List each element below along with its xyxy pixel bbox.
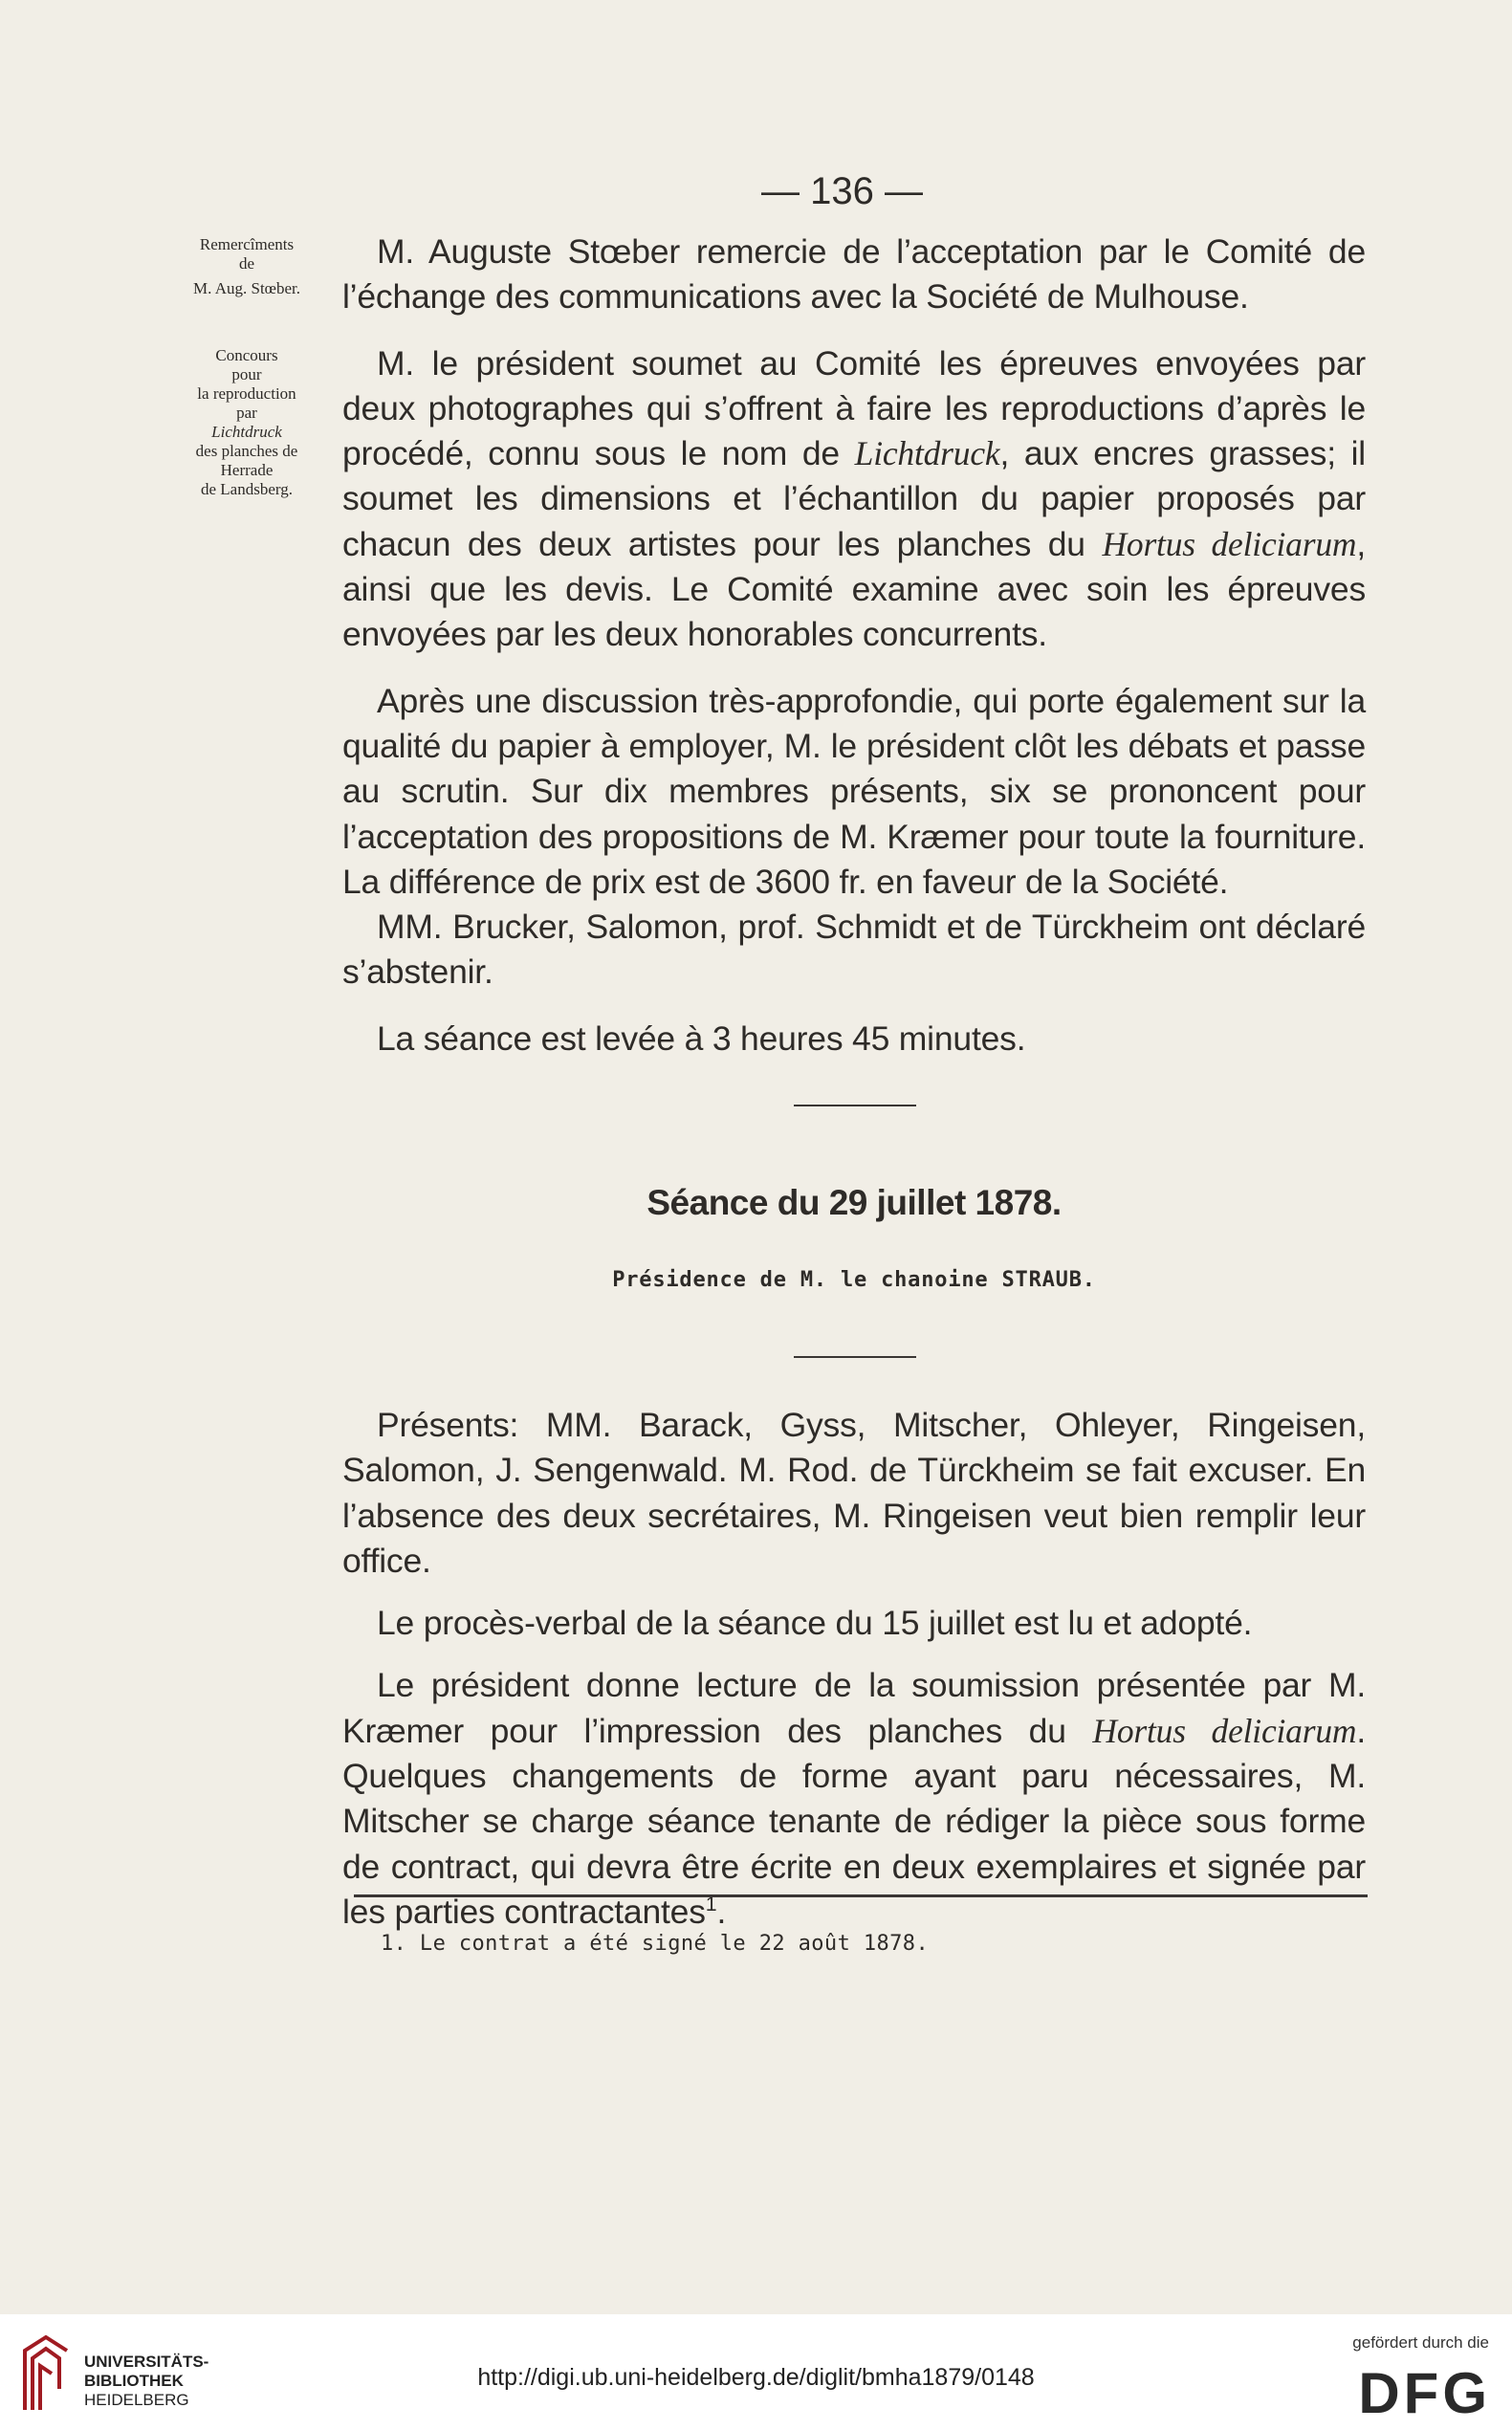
margin-note-line: pour — [231, 365, 262, 383]
paragraph-abstain: MM. Brucker, Salomon, prof. Schmidt et de Türckheim ont déclaré s’abstenir. — [342, 908, 1366, 992]
paragraph-minutes: Le procès-verbal de la séance du 15 juillet est lu et adopté. — [377, 1604, 1253, 1643]
library-name-line: UNIVERSITÄTS- — [84, 2353, 209, 2371]
footnote-marker: 1 — [705, 1893, 717, 1916]
permalink-url[interactable]: http://digi.ub.uni-heidelberg.de/diglit/bmha1879/0148 — [477, 2364, 1035, 2391]
footnote-rule — [354, 1894, 1368, 1897]
margin-note-line: par — [236, 404, 257, 422]
body-upper — [342, 230, 1366, 1062]
separator-rule — [794, 1105, 916, 1106]
margin-note-italic: Lichtdruck — [211, 423, 282, 441]
margin-note-line: de — [238, 254, 255, 273]
library-name-line: BIBLIOTHEK — [84, 2372, 184, 2390]
italic-lichtdruck: Lichtdruck — [854, 434, 1000, 473]
margin-note-line: la reproduction — [197, 384, 296, 403]
paragraph-president-submits — [342, 341, 1366, 658]
separator-rule — [794, 1356, 916, 1358]
paragraph-discussion: Après une discussion très-approfondie, qui porte également sur la qualité du papier à employer, M. le président clôt les débats et passe au scrutin. Sur dix membres présents, six se prononcent pour l’acceptation des propositions de M. Kræmer pour toute la fourniture. La différence de prix est de 3600 fr. en faveur de la Société. — [342, 681, 1366, 901]
margin-note-line: de Landsberg. — [201, 480, 293, 498]
paragraph-stoeber: M. Auguste Stœber remercie de l’acceptation par le Comité de l’échange des communications avec la Société de Mulhouse. — [342, 232, 1366, 317]
text-run: . — [716, 1892, 727, 1931]
margin-note-line: des planches de — [195, 442, 298, 460]
footnote: 1. Le contrat a été signé le 22 août 1878. — [381, 1932, 930, 1956]
text-run: , aux encres grasses; il soumet les dimensions et l’échantillon du papier proposés par chacun des deux artistes pour les planches du — [342, 434, 1366, 563]
text-run: M. le président soumet au Comité les épreuves envoyées par deux photographes qui s’offrent à faire les reproductions d’après le procédé, connu sous le nom de — [342, 343, 1366, 473]
footer-bar — [0, 2314, 1512, 2430]
session-presidency: Présidence de M. le chanoine STRAUB. — [612, 1268, 1096, 1292]
text-run: . Quelques changements de forme ayant paru nécessaires, M. Mitscher se charge séance tenante de rédiger la pièce sous forme de contract, qui devra être écrite en deux exemplaires et signée par les parties contractantes — [342, 1711, 1366, 1931]
body-lower — [342, 1403, 1366, 1935]
margin-note-line: Remercîments — [199, 235, 295, 253]
dfg-logo: DFG — [1358, 2361, 1491, 2425]
page-number: — 136 — — [761, 170, 923, 212]
italic-hortus: Hortus deliciarum — [1092, 1711, 1357, 1750]
italic-hortus: Hortus deliciarum — [1102, 524, 1357, 563]
paragraph-adjourned: La séance est levée à 3 heures 45 minutes. — [377, 1018, 1026, 1058]
margin-note-thanks — [170, 235, 323, 298]
margin-note-line — [170, 423, 323, 442]
text-run: , ainsi que les devis. Le Comité examine avec soin les épreuves envoyées par les deux honorables concurrents. — [342, 524, 1366, 654]
text-run: Le président donne lecture de la soumission présentée par M. Kræmer pour l’impression des planches du — [342, 1666, 1366, 1750]
library-name-line: HEIDELBERG — [84, 2391, 189, 2409]
margin-note-line: Concours — [215, 346, 278, 364]
paragraph-present: Présents: MM. Barack, Gyss, Mitscher, Ohleyer, Ringeisen, Salomon, J. Sengenwald. M. Rod. de Türckheim se fait excuser. En l’absence des deux secrétaires, M. Ringeisen veut bien remplir leur office. — [342, 1406, 1366, 1580]
margin-note-line: Herrade — [220, 461, 274, 479]
margin-note-line: M. Aug. Stœber. — [193, 279, 300, 297]
session-title: Séance du 29 juillet 1878. — [646, 1183, 1062, 1222]
funding-note: gefördert durch die — [1352, 2333, 1489, 2352]
margin-note-competition — [170, 346, 323, 499]
